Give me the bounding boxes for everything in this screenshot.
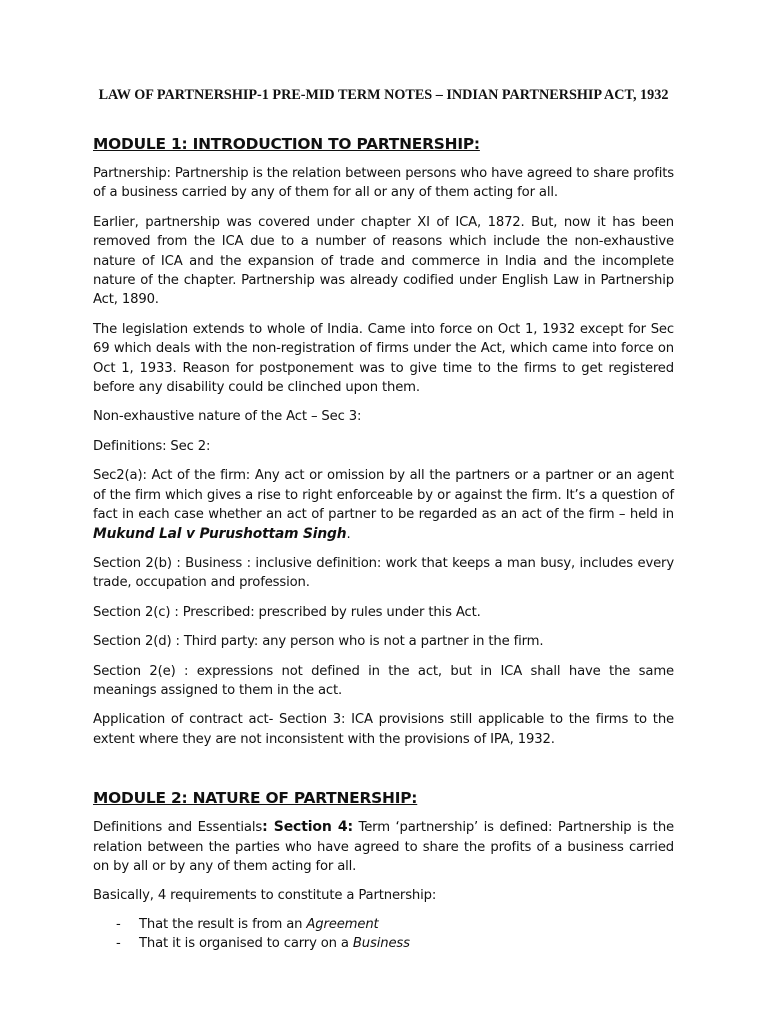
paragraph-section-4 <box>93 818 674 876</box>
section-4-lead: Definitions and Essentials <box>93 820 263 836</box>
module-2-heading: MODULE 2: NATURE OF PARTNERSHIP: <box>93 789 418 808</box>
paragraph-act-of-firm <box>93 466 674 544</box>
paragraph-expressions: Section 2(e) : expressions not defined in the act, but in ICA shall have the same meanings assigned to them in the act. <box>93 663 674 698</box>
paragraph-definitions: Definitions: Sec 2: <box>93 438 211 454</box>
dash-bullet: - <box>116 916 121 932</box>
document-title: LAW OF PARTNERSHIP-1 PRE-MID TERM NOTES – INDIAN PARTNERSHIP ACT, 1932 <box>98 87 669 103</box>
paragraph-non-exhaustive: Non-exhaustive nature of the Act – Sec 3: <box>93 409 362 425</box>
list-item-text: That it is organised to carry on a <box>139 936 353 952</box>
paragraph-partnership-definition: Partnership: Partnership is the relation between persons who have agreed to share profits of a business carried by any of them for all or any of them acting for all. <box>93 166 674 201</box>
act-of-firm-text: Sec2(a): Act of the firm: Any act or omission by all the partners or a partner or an agent of the firm which gives a rise to right enforceable by or against the firm. It’s a question of fact in each case whether an act of partner to be regarded as an act of the firm – held in <box>93 468 674 523</box>
list-item-text: That the result is from an <box>139 916 307 932</box>
section-4-text: Term ‘partnership’ is defined: Partnership is the relation between the parties who have agreed to share the profits of a business carried on by all or by any of them acting for all. <box>93 820 674 874</box>
requirements-list <box>93 915 674 954</box>
section-4-label: Section 4: <box>273 819 353 836</box>
list-item-emphasis: Agreement <box>306 916 379 932</box>
paragraph-business: Section 2(b) : Business : inclusive definition: work that keeps a man busy, includes every trade, occupation and profession. <box>93 555 674 591</box>
paragraph-contract-act: Application of contract act- Section 3: ICA provisions still applicable to the firms to the extent where they are not inconsistent with the provisions of IPA, 1932. <box>93 712 674 747</box>
list-item <box>116 934 674 953</box>
dash-bullet: - <box>116 936 121 952</box>
list-item <box>116 915 674 934</box>
section-4-colon: : <box>262 819 274 836</box>
module-1-heading: MODULE 1: INTRODUCTION TO PARTNERSHIP: <box>93 135 480 153</box>
paragraph-history: Earlier, partnership was covered under chapter XI of ICA, 1872. But, now it has been removed from the ICA due to a number of reasons which include the non-exhaustive nature of ICA and the expansion of trade and commerce in India and the incomplete nature of the chapter. Partnership was already codified under English Law in Partnership Act, 1890. <box>93 214 674 308</box>
paragraph-legislation-extent: The legislation extends to whole of India. Came into force on Oct 1, 1932 except for Sec 69 which deals with the non-registration of firms under the Act, which came into force on Oct 1, 1933. Reason for postponement was to give time to the firms to get registered before any disability could be clinched upon them. <box>93 321 674 396</box>
act-of-firm-end: . <box>346 526 351 542</box>
case-name: Mukund Lal v Purushottam Singh <box>93 525 347 542</box>
paragraph-requirements: Basically, 4 requirements to constitute a Partnership: <box>93 888 437 904</box>
paragraph-third-party: Section 2(d) : Third party: any person who is not a partner in the firm. <box>93 634 544 650</box>
paragraph-prescribed: Section 2(c) : Prescribed: prescribed by rules under this Act. <box>93 604 481 620</box>
list-item-emphasis: Business <box>352 936 410 952</box>
